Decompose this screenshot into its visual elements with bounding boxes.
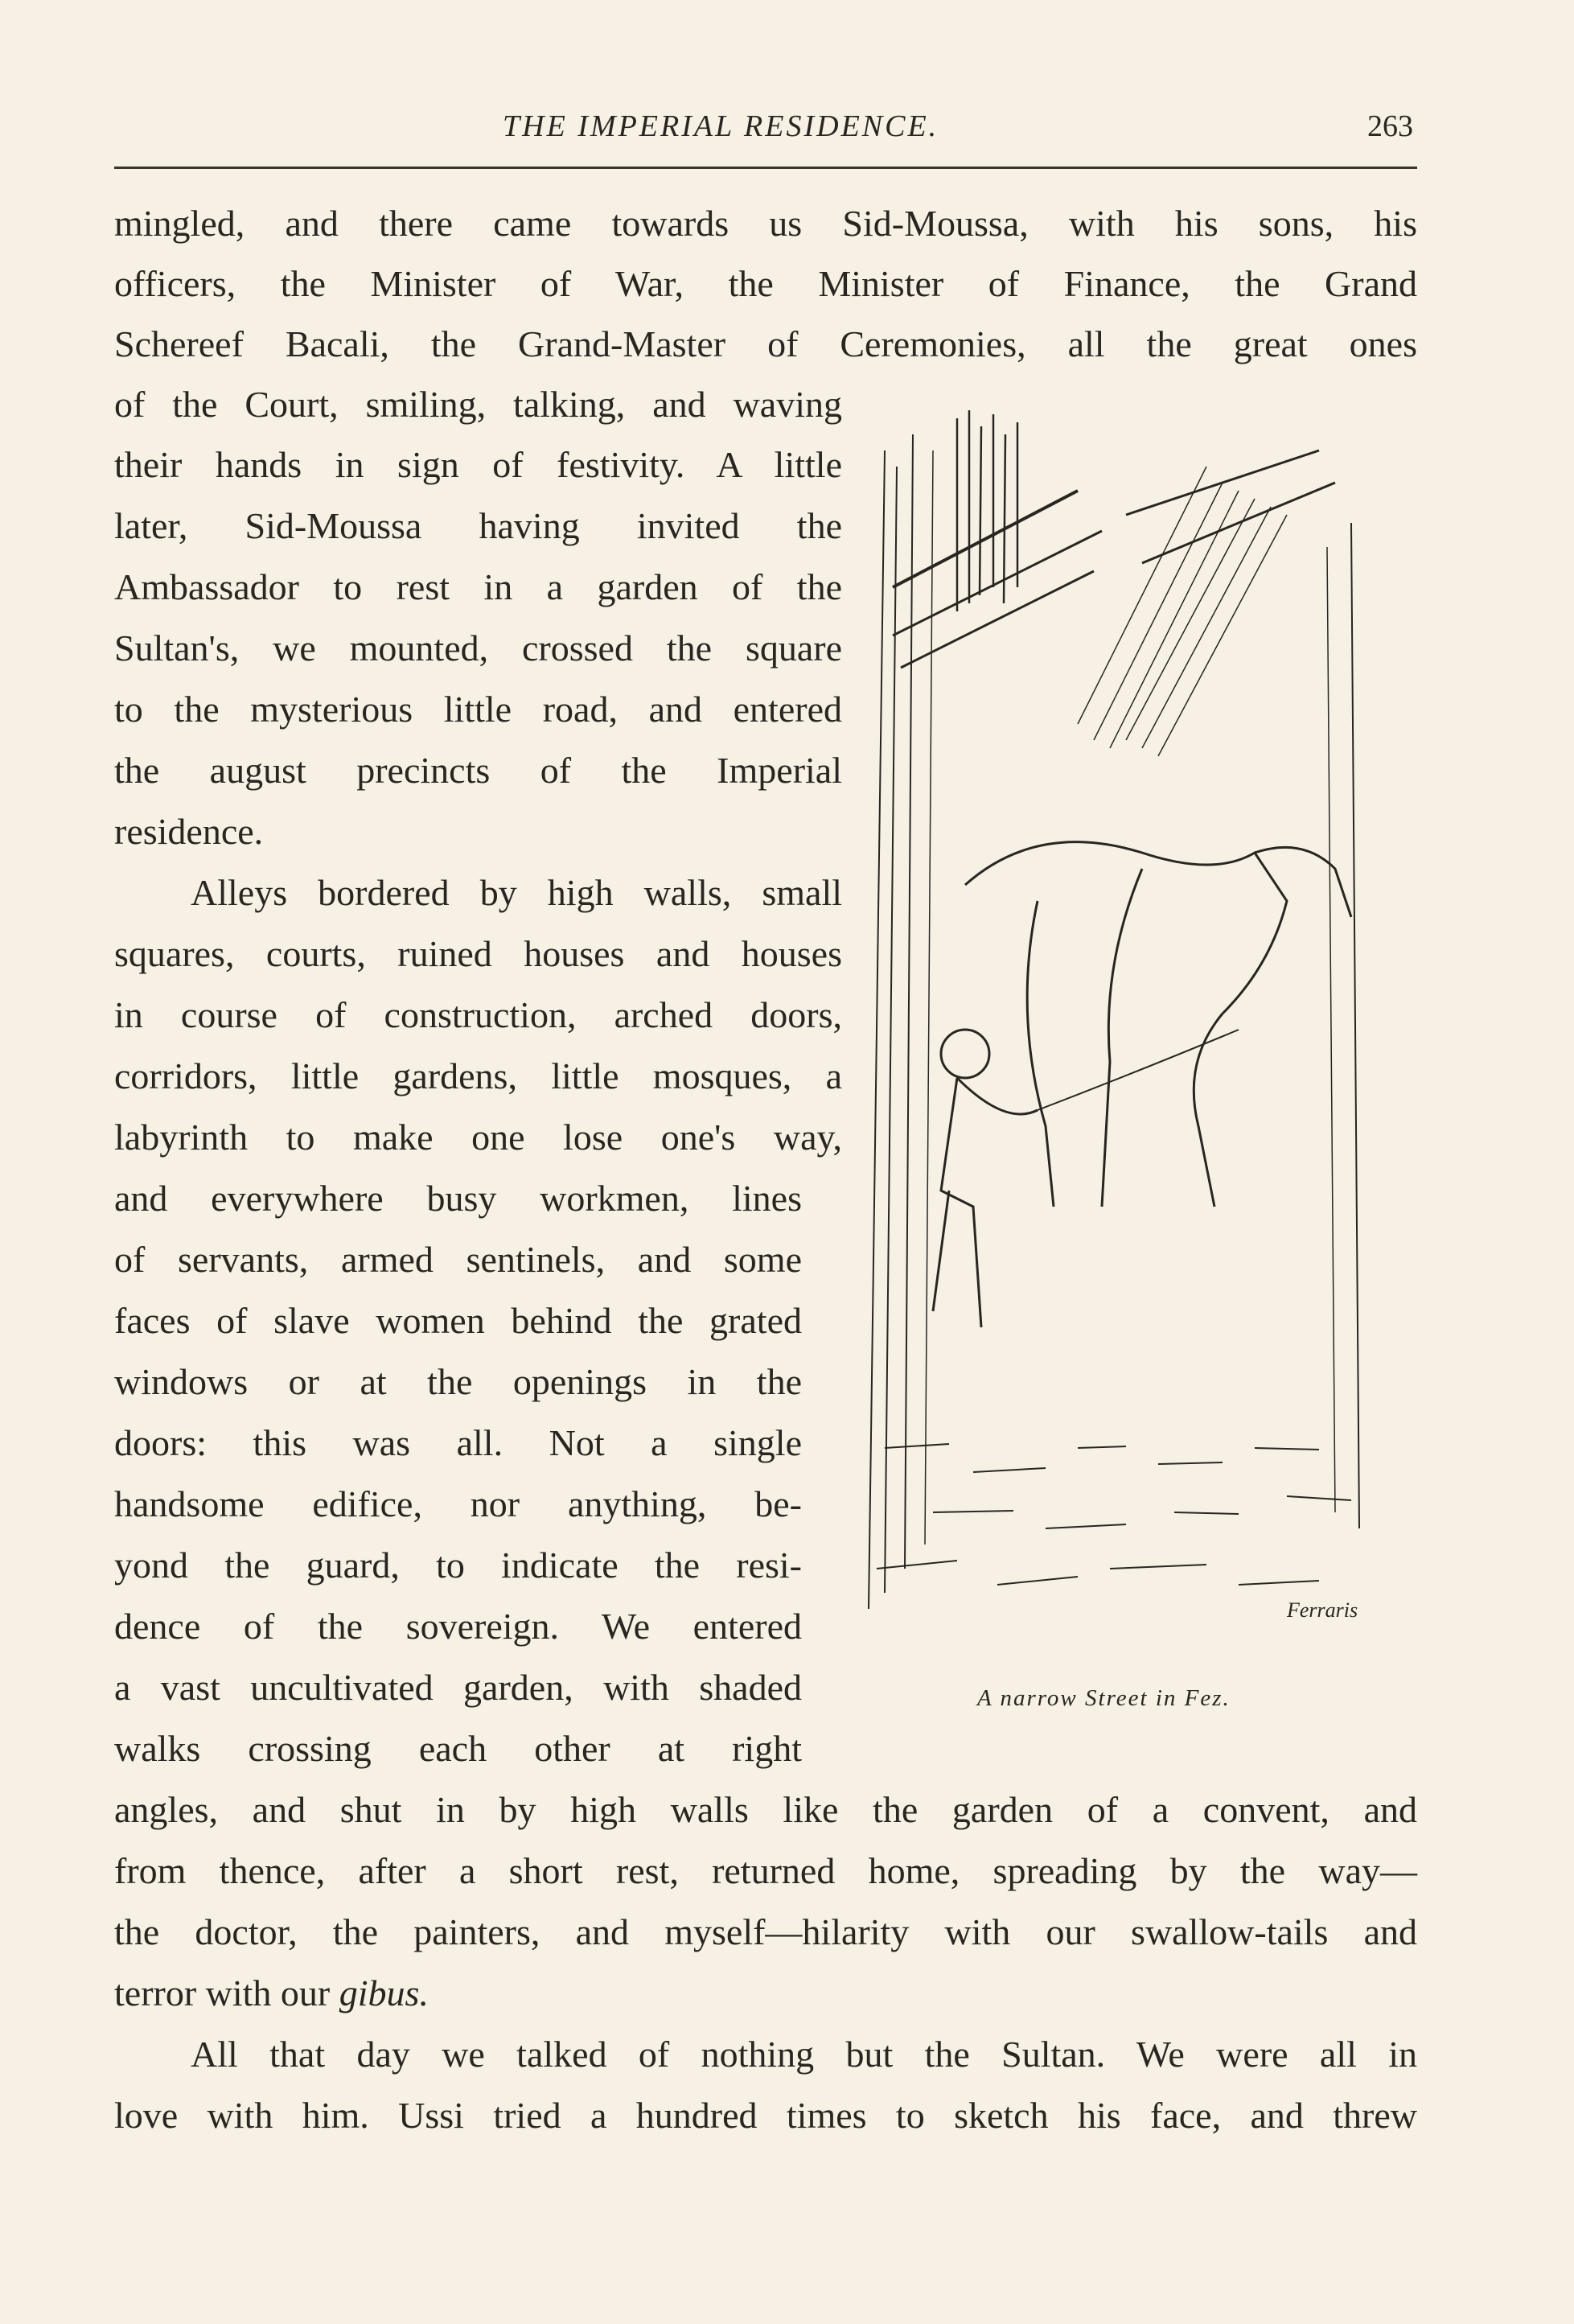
text-line: squares, courts, ruined houses and houses bbox=[114, 933, 842, 974]
text-line: mingled, and there came towards us Sid-Moussa, with his sons, his bbox=[114, 203, 1417, 244]
text-line: love with him. Ussi tried a hundred times to sketch his face, and threw bbox=[114, 2095, 1417, 2136]
text-span: terror with our bbox=[114, 1972, 339, 2013]
text-line: All that day we talked of nothing but the Sultan. We were all in bbox=[191, 2034, 1417, 2075]
figure-caption: A narrow Street in Fez. bbox=[977, 1685, 1231, 1711]
text-line: the august precincts of the Imperial bbox=[114, 750, 842, 791]
text-line: of servants, armed sentinels, and some bbox=[114, 1239, 802, 1280]
engraving-sketch bbox=[836, 402, 1399, 1705]
artist-signature: Ferraris bbox=[1287, 1598, 1358, 1622]
text-line: Ambassador to rest in a garden of the bbox=[114, 566, 842, 607]
text-line: in course of construction, arched doors, bbox=[114, 994, 842, 1035]
running-title: THE IMPERIAL RESIDENCE. bbox=[503, 109, 939, 143]
text-line: handsome edifice, nor anything, be- bbox=[114, 1483, 802, 1524]
text-line: Sultan's, we mounted, crossed the square bbox=[114, 627, 842, 668]
text-line: a vast uncultivated garden, with shaded bbox=[114, 1667, 802, 1708]
text-line: residence. bbox=[114, 811, 264, 852]
text-line: corridors, little gardens, little mosques, a bbox=[114, 1055, 842, 1096]
text-line: Alleys bordered by high walls, small bbox=[191, 872, 842, 913]
text-line: labyrinth to make one lose one's way, bbox=[114, 1117, 842, 1158]
text-line: officers, the Minister of War, the Minister of Finance, the Grand bbox=[114, 263, 1417, 304]
text-line: faces of slave women behind the grated bbox=[114, 1300, 802, 1341]
street-illustration bbox=[836, 402, 1399, 1705]
text-line: angles, and shut in by high walls like the garden of a convent, and bbox=[114, 1789, 1417, 1830]
text-line: Schereef Bacali, the Grand-Master of Ceremonies, all the great ones bbox=[114, 323, 1417, 364]
italic-word: gibus. bbox=[339, 1972, 429, 2013]
text-line: windows or at the openings in the bbox=[114, 1361, 802, 1402]
page-number: 263 bbox=[1367, 109, 1413, 143]
text-line: from thence, after a short rest, returned home, spreading by the way— bbox=[114, 1850, 1417, 1891]
header-rule bbox=[114, 167, 1417, 169]
text-line: the doctor, the painters, and myself—hilarity with our swallow-tails and bbox=[114, 1911, 1417, 1952]
text-line: walks crossing each other at right bbox=[114, 1728, 802, 1769]
text-line: and everywhere busy workmen, lines bbox=[114, 1178, 802, 1219]
text-line: later, Sid-Moussa having invited the bbox=[114, 505, 842, 546]
text-line: their hands in sign of festivity. A little bbox=[114, 444, 842, 485]
text-line: dence of the sovereign. We entered bbox=[114, 1606, 802, 1647]
text-line: doors: this was all. Not a single bbox=[114, 1422, 802, 1463]
text-line: yond the guard, to indicate the resi- bbox=[114, 1545, 802, 1586]
text-line: to the mysterious little road, and entered bbox=[114, 689, 842, 730]
text-line bbox=[114, 1971, 1417, 2016]
text-line: of the Court, smiling, talking, and waving bbox=[114, 384, 842, 425]
